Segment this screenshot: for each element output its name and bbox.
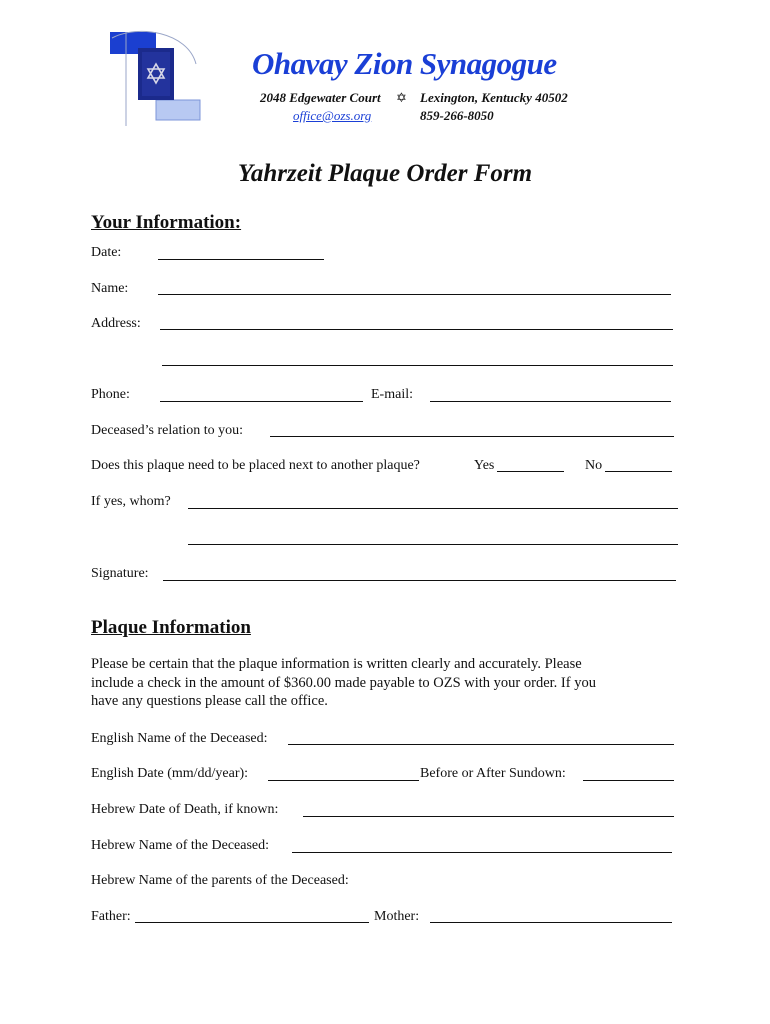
- email-field[interactable]: [430, 401, 671, 402]
- hebrew-parents-label: Hebrew Name of the parents of the Deceased:: [91, 873, 349, 888]
- relation-field[interactable]: [270, 436, 674, 437]
- email-link[interactable]: office@ozs.org: [293, 108, 372, 123]
- if-yes-whom-field-line-1[interactable]: [188, 508, 678, 509]
- name-field[interactable]: [158, 294, 671, 295]
- synagogue-logo: [108, 30, 203, 128]
- phone-number: 859-266-8050: [420, 108, 494, 123]
- hebrew-name-label: Hebrew Name of the Deceased:: [91, 838, 270, 853]
- address-city: Lexington, Kentucky 40502: [420, 90, 568, 105]
- your-information-heading: Your Information:: [91, 212, 242, 233]
- english-name-field[interactable]: [288, 744, 674, 745]
- sundown-field[interactable]: [583, 780, 674, 781]
- mother-field[interactable]: [430, 922, 672, 923]
- hebrew-name-field[interactable]: [292, 852, 672, 853]
- address-label: Address:: [91, 316, 141, 331]
- hebrew-date-label: Hebrew Date of Death, if known:: [91, 802, 279, 817]
- yes-label: Yes: [474, 458, 495, 473]
- if-yes-whom-label: If yes, whom?: [91, 494, 171, 509]
- date-field[interactable]: [158, 259, 324, 260]
- signature-label: Signature:: [91, 566, 149, 581]
- english-name-label: English Name of the Deceased:: [91, 731, 268, 746]
- no-label: No: [585, 458, 603, 473]
- address-field-line-2[interactable]: [162, 365, 673, 366]
- father-label: Father:: [91, 909, 131, 924]
- signature-field[interactable]: [163, 580, 676, 581]
- if-yes-whom-field-line-2[interactable]: [188, 544, 678, 545]
- address-street: 2048 Edgewater Court: [260, 90, 381, 105]
- name-label: Name:: [91, 281, 129, 296]
- father-field[interactable]: [135, 922, 369, 923]
- sundown-label: Before or After Sundown:: [420, 766, 566, 781]
- instructions-line: Please be certain that the plaque information is written clearly and accurately. Please: [91, 656, 582, 672]
- address-field-line-1[interactable]: [160, 329, 673, 330]
- star-separator-icon: ✡: [396, 90, 407, 105]
- english-date-label: English Date (mm/dd/year):: [91, 766, 249, 781]
- phone-field[interactable]: [160, 401, 363, 402]
- yes-field[interactable]: [497, 471, 564, 472]
- english-date-field[interactable]: [268, 780, 419, 781]
- relation-label: Deceased’s relation to you:: [91, 423, 244, 438]
- form-title: Yahrzeit Plaque Order Form: [237, 160, 533, 187]
- date-label: Date:: [91, 245, 122, 260]
- plaque-information-heading: Plaque Information: [91, 617, 251, 638]
- email-label: E-mail:: [371, 387, 413, 402]
- mother-label: Mother:: [374, 909, 420, 924]
- instructions-paragraph: [91, 655, 671, 711]
- next-to-plaque-question: Does this plaque need to be placed next to another plaque?: [91, 458, 420, 473]
- org-name: Ohavay Zion Synagogue: [252, 46, 557, 81]
- hebrew-date-field[interactable]: [303, 816, 674, 817]
- no-field[interactable]: [605, 471, 672, 472]
- instructions-line: have any questions please call the office.: [91, 693, 328, 709]
- phone-label: Phone:: [91, 387, 130, 402]
- instructions-line: include a check in the amount of $360.00 made payable to OZS with your order. If you: [91, 674, 596, 691]
